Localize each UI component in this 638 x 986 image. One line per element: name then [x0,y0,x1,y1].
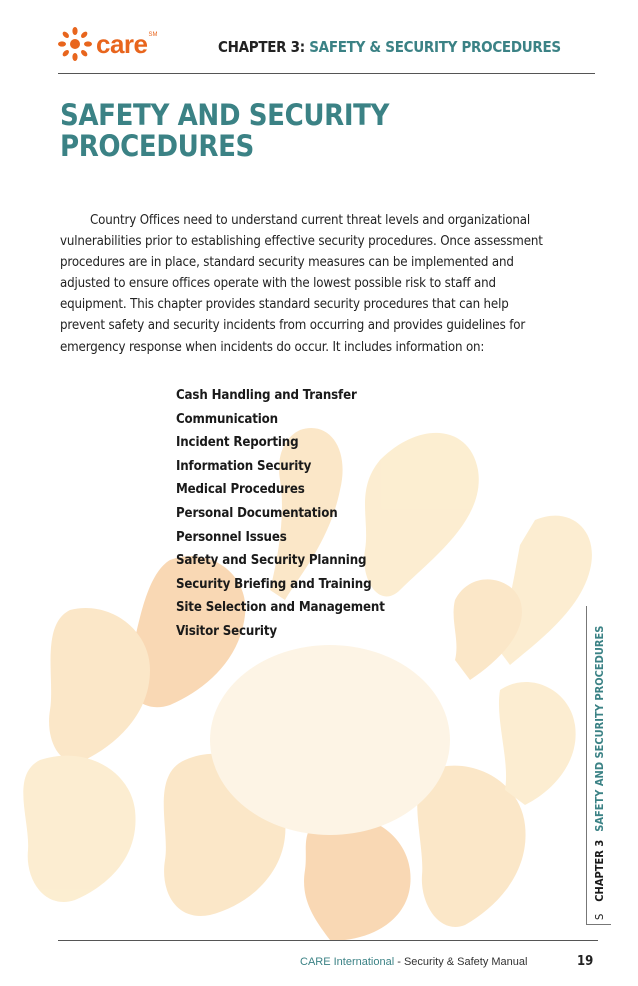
footer-manual: Security & Safety Manual [403,956,528,968]
topic-item: Visitor Security [176,623,277,639]
side-tab-title: SAFETY AND SECURITY PROCEDURES [592,625,606,832]
topic-item: Security Briefing and Training [176,576,372,592]
side-tab-text [587,606,611,924]
sun-icon [58,27,92,61]
topic-item: Site Selection and Management [176,600,385,616]
care-logo [58,26,158,62]
footer-divider [58,940,598,941]
page-title: SAFETY AND SECURITY PROCEDURES [60,98,390,163]
footer-credit [300,956,527,968]
topic-item: Communication [176,411,278,427]
chapter-side-tab [586,606,611,925]
side-tab-letter: S [592,913,606,920]
logo-service-mark: SM [148,32,158,38]
header-divider [58,73,595,74]
topic-item: Personnel Issues [176,529,287,545]
intro-paragraph: Country Offices need to understand current threat levels and organizational vulnerabilities prior to establishing effective security procedures. Once assessment procedures are in place, standard security measures can be implemented and adjusted to ensure offices operate with the lowest possible risk to staff and equipment. This chapter provides standard security procedures that can help prevent safety and security incidents from occurring and provides guidelines for emergency response when incidents do occur. It includes information on: [60,213,543,355]
topic-item: Incident Reporting [176,435,299,451]
page-number: 19 [577,954,594,969]
topic-item: Information Security [176,458,312,474]
logo-wordmark: care [96,28,148,59]
topic-list [176,384,385,644]
topic-item: Safety and Security Planning [176,553,367,569]
footer-org: CARE International [300,956,395,968]
chapter-title: SAFETY & SECURITY PROCEDURES [309,38,561,56]
topic-item: Personal Documentation [176,505,338,521]
topic-item: Cash Handling and Transfer [176,388,357,403]
footer-separator: - [394,956,404,968]
chapter-header [218,38,561,56]
chapter-label: CHAPTER 3: [218,38,305,56]
side-tab-chapter: CHAPTER 3 [592,839,606,902]
topic-item: Medical Procedures [176,482,305,498]
